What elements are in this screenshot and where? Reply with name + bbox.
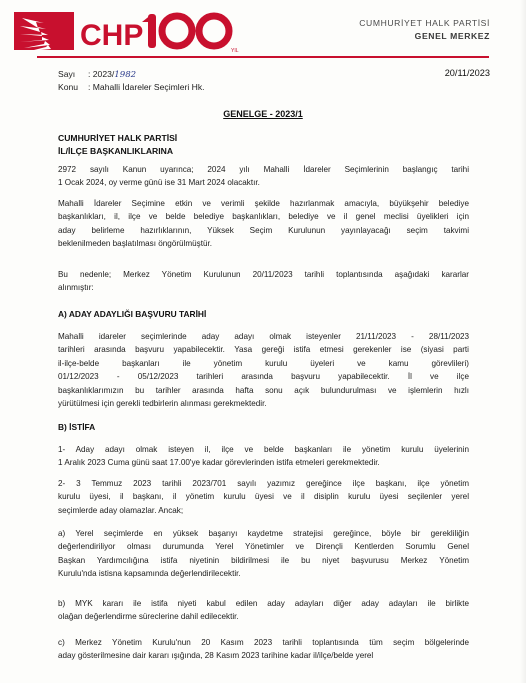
header-divider [37, 56, 489, 58]
party-name: CUMHURİYET HALK PARTİSİ [359, 18, 490, 28]
chp-100-logo [14, 8, 246, 54]
logo-text: CHP [80, 19, 144, 52]
hundred-years-mark [142, 14, 229, 48]
paragraph-line: 01/12/2023 - 05/12/2023 tarihleri arasında başvuru yapabilecektir. İl ve ilçe [58, 372, 469, 382]
sayi-handwritten-number: 1982 [114, 70, 137, 80]
paragraph-line: başkanlıkları, il, ilçe ve belde belediye başkanlıkları, belediye ve il genel meclisi üyelikleri için [58, 212, 469, 222]
paragraph-2 [58, 197, 469, 251]
paragraph-line: c) Merkez Yönetim Kurulu'nun 20 Kasım 2023 tarihli toplantısında tüm seçim bölgelerinde [58, 638, 469, 647]
paragraph-line: kurulu üyesi, il başkanı, il yönetim kurulu üyesi ve il disiplin kurulu üyesi seçilenler yerel [58, 492, 469, 502]
document-title: GENELGE - 2023/1 [223, 109, 303, 119]
paragraph-line: Bu nedenle; Merkez Yönetim Kurulunun 20/11/2023 tarihli toplantısında aşağıdaki kararlar [58, 270, 469, 279]
paragraph-line: Mahalli İdareler Seçimine etkin ve verimli şekilde hazırlanmak amacıyla, büyükşehir belediye [58, 199, 469, 208]
paragraph-line: 1 Ocak 2024, oy verme günü ise 31 Mart 2024 olacaktır. [58, 178, 260, 188]
addressee-line-1: CUMHURİYET HALK PARTİSİ [58, 133, 178, 143]
section-a-body [58, 330, 469, 410]
paragraph-line: Başkan Yardımcılığına istifa niyetinin bildirilmesi ile bu niyet başvurusu Merkez Yönetim [58, 555, 469, 565]
paragraph-line: 2972 sayılı Kanun uyarınca; 2024 yılı Mahalli İdareler Seçimlerinin başlangıç tarihi [58, 165, 469, 174]
paragraph-line: değerlendiriliyor olması durumunda Yerel Yönetimler ve Dirençli Kentlerden Sorumlu Genel [58, 542, 469, 552]
paragraph-line: başkanlıklarımızın bu tarihler arasında hafta sonu açık bulundurulması ve işlemlerin hızlı [58, 385, 469, 395]
page-edge-shadow [520, 0, 526, 683]
paragraph-line: aday gösterilmesine dair kararı ışığında, 28 Kasım 2023 tarihine kadar il/ilçe/belde yerel [58, 651, 374, 661]
paragraph-line: 2- 3 Temmuz 2023 tarihli 2023/701 sayılı yazımız gereğince ilçe başkanı, ilçe yönetim [58, 479, 469, 488]
paragraph-line: tarihleri arasında başvuru yapabilecektir. Yasa gereği istifa etmesi gerekenler ise (siyasi parti [58, 345, 469, 355]
paragraph-line: aday belirleme hazırlıklarının, Yüksek Seçim Kurulunun yayınlayacağı seçim takvimi [58, 225, 469, 235]
paragraph-line: b) MYK kararı ile istifa niyeti kabul edilen aday adayları diğer aday adayları ile birlikte [58, 599, 469, 608]
section-b-item-2 [58, 477, 469, 517]
paragraph-line: a) Yerel seçimlerde en yüksek başarıyı kaydetme stratejisi gereğince, böyle bir gerekliliğin [58, 529, 469, 538]
section-b-heading: B) İSTİFA [58, 422, 96, 432]
section-b-subitem-b [58, 597, 469, 624]
sayi-label: Sayı [58, 69, 76, 79]
paragraph-line: 1- Aday adayı olmak isteyen il, ilçe ve belde başkanları ile yönetim kurulu üyelerinin [58, 445, 469, 454]
konu-row [58, 82, 205, 92]
section-b-item-1 [58, 443, 469, 470]
addressee-line-2: İL/İLÇE BAŞKANLIKLARINA [58, 146, 174, 156]
paragraph-line: olağan değerlendirme süreclerine dahil edilecektir. [58, 612, 239, 622]
paragraph-line: 1 Aralık 2023 Cuma günü saat 17.00'ye kadar görevlerinden istifa etmeleri gerekmektedir. [58, 458, 380, 468]
paragraph-line: beklenilmeden başlatılması öngörülmüştür. [58, 239, 213, 249]
logo-suffix: YIL [231, 48, 239, 54]
paragraph-line: Kurulu'nda istisna kapsamında değerlendirilecektir. [58, 569, 241, 579]
section-b-subitem-a [58, 527, 469, 581]
paragraph-line: il-ilçe-belde başkanları ile yönetim kurulu üyeleri ve kamu görevlileri) [58, 358, 469, 368]
document-date: 20/11/2023 [444, 68, 490, 78]
section-b-subitem-c [58, 636, 469, 663]
sayi-value: : 2023/ [88, 69, 115, 79]
paragraph-line: seçimlerde aday olamazlar. Ancak; [58, 505, 184, 515]
section-a-heading: A) ADAY ADAYLIĞI BAŞVURU TARİHİ [58, 309, 207, 319]
paragraph-3 [58, 268, 469, 295]
unit-name: GENEL MERKEZ [414, 31, 490, 41]
paragraph-line: alınmıştır: [58, 283, 94, 293]
konu-label: Konu [58, 82, 79, 92]
paragraph-line: Mahalli idareler seçimlerinde aday adayı olmak isteyenler 21/11/2023 - 28/11/2023 [58, 332, 469, 341]
sayi-row [58, 69, 136, 80]
konu-value: : Mahalli İdareler Seçimleri Hk. [88, 82, 205, 92]
paragraph-line: yürütülmesi için gerekli tedbirlerin alınması gerekmektedir. [58, 399, 267, 409]
paragraph-1 [58, 163, 469, 190]
